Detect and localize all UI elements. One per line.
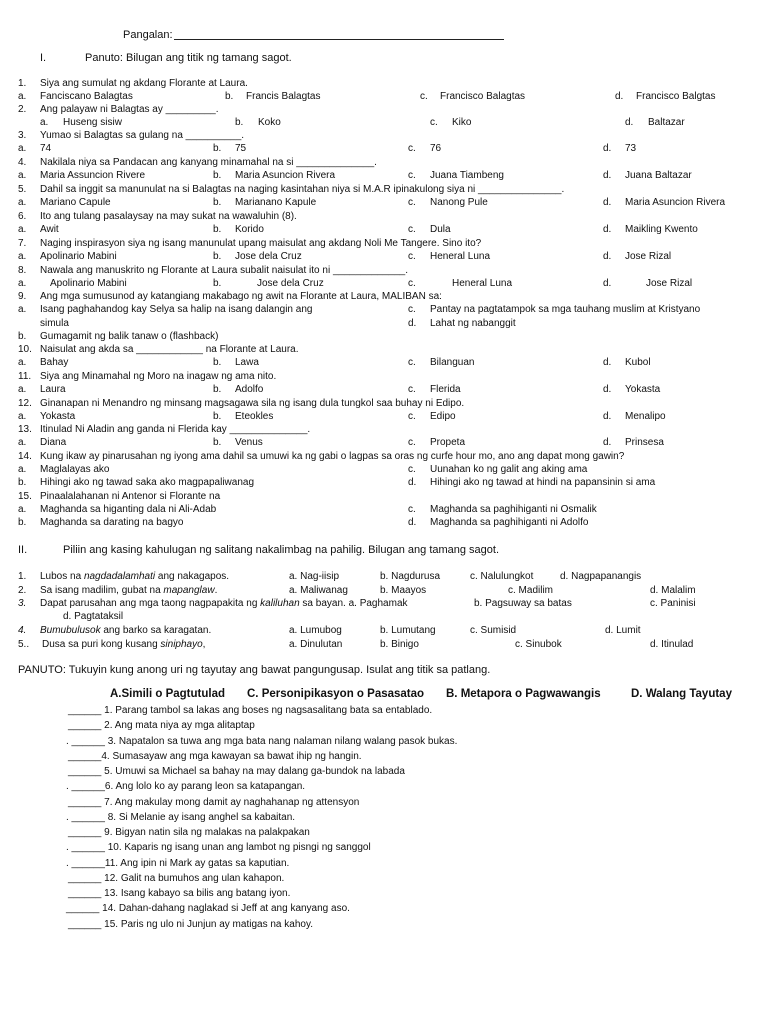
choice-text: Juana Tiambeng <box>430 170 504 181</box>
choice-text: Laura <box>40 384 66 395</box>
choice-text: Hihingi ako ng tawad at hindi na papansinin si ama <box>430 477 656 488</box>
tayutay-item: ______ 5. Umuwi sa Michael sa bahay na may dalang ga-bundok na labada <box>68 766 405 777</box>
choice-letter: d. <box>603 384 612 395</box>
name-blank <box>174 39 504 40</box>
choice-text: Korido <box>235 224 264 235</box>
choice-text: Kiko <box>452 117 472 128</box>
question-text: Dahil sa inggit sa manunulat na si Balagtas na naging kasintahan niya si M.A.R ipinakulong siya ni _______________. <box>40 184 565 195</box>
choice-text: Yokasta <box>625 384 661 395</box>
choice-letter: b. <box>213 437 222 448</box>
option-a: a. Lumubog <box>289 625 342 636</box>
choice-letter: a. <box>18 437 27 448</box>
choice-letter: c. <box>408 251 416 262</box>
option-d: d. Pagtataksil <box>63 611 124 622</box>
choice-letter: a. <box>18 278 27 289</box>
option-c: c. Nalulungkot <box>470 571 534 582</box>
question-number: 9. <box>18 291 27 302</box>
choice-text: Maglalayas ako <box>40 464 110 475</box>
section-2-number: II. <box>18 544 28 556</box>
choice-text: Lawa <box>235 357 259 368</box>
question-number: 12. <box>18 398 32 409</box>
sentence-post: ang nakagapos. <box>155 571 230 582</box>
choice-letter: a. <box>18 411 27 422</box>
choice-letter: a. <box>18 143 27 154</box>
italic-word: kaliluhan <box>260 598 300 609</box>
choice-letter: a. <box>18 224 27 235</box>
question-number: 11. <box>18 371 32 382</box>
tayutay-item: ______4. Sumasayaw ang mga kawayan sa bawat ihip ng hangin. <box>68 751 362 762</box>
choice-text: Lahat ng nabanggit <box>430 318 516 329</box>
choice-text: Maria Asuncion Rivera <box>235 170 336 181</box>
tayutay-category-c: C. Personipikasyon o Pasasatao <box>247 688 425 700</box>
choice-text: Adolfo <box>235 384 264 395</box>
choice-letter: a. <box>18 170 27 181</box>
section-2-instruction: Piliin ang kasing kahulugan ng salitang nakalimbag na pahilig. Bilugan ang tamang sagot. <box>63 544 500 556</box>
tayutay-item: ______ 12. Galit na bumuhos ang ulan kahapon. <box>68 873 285 884</box>
question-text: Nakilala niya sa Pandacan ang kanyang minamahal na si ______________. <box>40 157 377 168</box>
item-sentence <box>40 598 408 610</box>
choice-text: Juana Baltazar <box>625 170 692 181</box>
choice-text: Prinsesa <box>625 437 664 448</box>
name-label: Pangalan: <box>123 29 173 41</box>
option-c: c. Sumisid <box>470 625 517 636</box>
choice-letter: b. <box>213 224 222 235</box>
choice-letter: b. <box>213 143 222 154</box>
choice-text: Heneral Luna <box>452 278 513 289</box>
choice-letter: d. <box>603 143 612 154</box>
tayutay-category-a: A.Simili o Pagtutulad <box>110 688 226 700</box>
tayutay-category-b: B. Metapora o Pagwawangis <box>446 688 601 700</box>
choice-letter: b. <box>213 170 222 181</box>
tayutay-item: . ______ 8. Si Melanie ay isang anghel sa kabaitan. <box>66 812 296 823</box>
choice-letter: a. <box>18 91 27 102</box>
question-text: Siya ang sumulat ng akdang Florante at Laura. <box>40 78 248 89</box>
choice-letter: b. <box>235 117 244 128</box>
choice-letter: a. <box>18 384 27 395</box>
choice-letter: c. <box>408 143 416 154</box>
section-1-instruction: Panuto: Bilugan ang titik ng tamang sagot. <box>85 52 292 64</box>
question-number: 7. <box>18 238 27 249</box>
choice-letter: d. <box>408 318 417 329</box>
tayutay-item: ______ 14. Dahan-dahang naglakad si Jeff at ang kanyang aso. <box>66 903 350 914</box>
option-b: b. Nagdurusa <box>380 571 441 582</box>
choice-text: simula <box>40 318 69 329</box>
choice-text: Menalipo <box>625 411 666 422</box>
choice-letter: b. <box>18 517 27 528</box>
choice-letter: c. <box>408 384 416 395</box>
choice-letter: b. <box>213 251 222 262</box>
option-b: b. Binigo <box>380 639 419 650</box>
choice-text: Maikling Kwento <box>625 224 698 235</box>
choice-text: Apolinario Mabini <box>50 278 127 289</box>
italic-word: nagdadalamhati <box>83 571 156 582</box>
section-1-number: I. <box>40 52 47 64</box>
choice-letter: d. <box>603 170 612 181</box>
choice-text: Heneral Luna <box>430 251 491 262</box>
section-3-instruction: PANUTO: Tukuyin kung anong uri ng tayutay ang bawat pangungusap. Isulat ang titik sa patlang. <box>18 664 491 676</box>
option-a: a. Dinulutan <box>289 639 343 650</box>
question-number: 15. <box>18 491 32 502</box>
question-text: Pinaalalahanan ni Antenor si Florante na <box>40 491 221 502</box>
question-text: Ang palayaw ni Balagtas ay _________. <box>40 104 219 115</box>
choice-text: Maghanda sa darating na bagyo <box>40 517 184 528</box>
sentence-post: , <box>202 639 206 650</box>
choice-text: Jose Rizal <box>625 251 672 262</box>
choice-text: Diana <box>40 437 67 448</box>
choice-text: Francisco Balagtas <box>440 91 526 102</box>
option-d: d. Lumit <box>605 625 641 636</box>
choice-letter: c. <box>408 357 416 368</box>
choice-text: Bahay <box>40 357 69 368</box>
choice-text: Maghanda sa higanting dala ni Ali-Adab <box>40 504 217 515</box>
question-number: 13. <box>18 424 32 435</box>
choice-text: Baltazar <box>648 117 685 128</box>
choice-text: Huseng sisiw <box>63 117 122 128</box>
choice-text: Bilanguan <box>430 357 475 368</box>
question-text: Yumao si Balagtas sa gulang na __________. <box>40 130 245 141</box>
item-number: 5.. <box>18 639 30 650</box>
sentence-pre: Sa isang madilim, gubat na <box>40 585 164 596</box>
question-text: Naisulat ang akda sa ____________ na Florante at Laura. <box>40 344 299 355</box>
choice-text: Apolinario Mabini <box>40 251 117 262</box>
item-sentence <box>40 625 211 637</box>
choice-letter: a. <box>18 357 27 368</box>
choice-letter: c. <box>408 411 416 422</box>
choice-letter: d. <box>603 224 612 235</box>
choice-letter: b. <box>18 477 27 488</box>
item-number: 2. <box>18 585 27 596</box>
choice-letter: b. <box>225 91 234 102</box>
question-number: 10. <box>18 344 32 355</box>
tayutay-item: ______ 1. Parang tambol sa lakas ang boses ng nagsasalitang bata sa entablado. <box>68 705 433 716</box>
italic-word: mapanglaw <box>163 585 215 596</box>
choice-letter: b. <box>213 384 222 395</box>
item-sentence <box>40 571 229 583</box>
choice-letter: d. <box>615 91 624 102</box>
choice-letter: a. <box>40 117 49 128</box>
choice-letter: b. <box>213 411 222 422</box>
choice-letter: c. <box>408 504 416 515</box>
italic-word: siniphayo <box>160 639 203 650</box>
choice-text: Jose dela Cruz <box>235 251 302 262</box>
italic-word: Bumubulusok <box>40 625 101 636</box>
tayutay-item: . ______ 3. Napatalon sa tuwa ang mga bata nang nalaman nilang walang pasok bukas. <box>66 736 458 747</box>
choice-text: Maria Asuncion Rivera <box>625 197 726 208</box>
question-number: 4. <box>18 157 27 168</box>
question-number: 3. <box>18 130 27 141</box>
tayutay-item: ______ 15. Paris ng ulo ni Junjun ay matigas na kahoy. <box>68 919 313 930</box>
choice-letter: d. <box>603 411 612 422</box>
choice-text: Marianano Kapule <box>235 197 317 208</box>
choice-letter: c. <box>420 91 428 102</box>
option-c: c. Sinubok <box>515 639 562 650</box>
choice-text: Jose dela Cruz <box>257 278 324 289</box>
choice-letter: d. <box>625 117 634 128</box>
choice-letter: c. <box>430 117 438 128</box>
tayutay-item: ______ 2. Ang mata niya ay mga alitaptap <box>68 720 255 731</box>
question-number: 8. <box>18 265 27 276</box>
choice-text: Mariano Capule <box>40 197 111 208</box>
question-text: Ito ang tulang pasalaysay na may sukat na wawaluhin (8). <box>40 211 297 222</box>
choice-text: Dula <box>430 224 451 235</box>
question-text: Itinulad Ni Aladin ang ganda ni Flerida kay ______________. <box>40 424 311 435</box>
choice-text: Eteokles <box>235 411 274 422</box>
choice-text: Pantay na pagtatampok sa mga tauhang muslim at Kristyano <box>430 304 701 315</box>
choice-text: 74 <box>40 143 52 154</box>
sentence-post: . <box>214 585 218 596</box>
choice-text: 75 <box>235 143 247 154</box>
choice-text: 76 <box>430 143 442 154</box>
option-b: b. Pagsuway sa batas <box>474 598 572 609</box>
choice-text: Hihingi ako ng tawad saka ako magpapaliwanag <box>40 477 255 488</box>
choice-text: Fanciscano Balagtas <box>40 91 133 102</box>
choice-text: Venus <box>235 437 263 448</box>
sentence-post: ang barko sa karagatan. <box>100 625 212 636</box>
option-d: d. Nagpapanangis <box>560 571 642 582</box>
tayutay-item: . ______11. Ang ipin ni Mark ay gatas sa kaputian. <box>66 858 290 869</box>
choice-text: 73 <box>625 143 637 154</box>
choice-letter: b. <box>213 278 222 289</box>
question-text: Ang mga sumusunod ay katangiang makabago ng awit na Florante at Laura, MALIBAN sa: <box>40 291 442 302</box>
question-text: Kung ikaw ay pinarusahan ng iyong ama dahil sa umuwi ka ng gabi o lagpas sa oras ng curfe hour mo, ano ang dapat mong gawin? <box>40 451 625 462</box>
choice-letter: b. <box>18 331 27 342</box>
question-text: Ginanapan ni Menandro ng minsang magsagawa sila ng isang dula tungkol saa buhay ni Edipo. <box>40 398 465 409</box>
choice-text: Jose Rizal <box>646 278 693 289</box>
choice-text: Gumagamit ng balik tanaw o (flashback) <box>40 331 219 342</box>
choice-letter: b. <box>213 357 222 368</box>
question-number: 6. <box>18 211 27 222</box>
option-d: d. Itinulad <box>650 639 694 650</box>
choice-text: Francisco Balgtas <box>636 91 716 102</box>
tayutay-item: ______ 13. Isang kabayo sa bilis ang batang iyon. <box>68 888 291 899</box>
item-sentence <box>42 639 205 651</box>
choice-letter: a. <box>18 304 27 315</box>
choice-letter: a. <box>18 197 27 208</box>
option-b: b. Lumutang <box>380 625 436 636</box>
choice-text: Isang paghahandog kay Selya sa halip na isang dalangin ang <box>40 304 313 315</box>
option-d: d. Malalim <box>650 585 696 596</box>
sentence-pre: Dapat parusahan ang mga taong nagpapakita ng <box>40 598 261 609</box>
choice-text: Propeta <box>430 437 466 448</box>
option-c: c. Madilim <box>508 585 554 596</box>
question-number: 2. <box>18 104 27 115</box>
choice-text: Yokasta <box>40 411 76 422</box>
tayutay-item: . ______ 10. Kaparis ng isang unan ang lambot ng pisngi ng sanggol <box>66 842 371 853</box>
item-sentence <box>40 585 217 597</box>
choice-letter: d. <box>603 197 612 208</box>
choice-text: Maria Assuncion Rivere <box>40 170 146 181</box>
choice-text: Maghanda sa paghihiganti ni Osmalik <box>430 504 597 515</box>
choice-letter: d. <box>603 357 612 368</box>
choice-text: Edipo <box>430 411 456 422</box>
sentence-pre: Lubos na <box>40 571 84 582</box>
choice-letter: c. <box>408 197 416 208</box>
choice-letter: d. <box>603 251 612 262</box>
choice-letter: c. <box>408 304 416 315</box>
choice-letter: d. <box>408 477 417 488</box>
choice-text: Uunahan ko ng galit ang aking ama <box>430 464 588 475</box>
question-number: 14. <box>18 451 32 462</box>
tayutay-item: ______ 9. Bigyan natin sila ng malakas na palakpakan <box>68 827 310 838</box>
option-a: a. Nag-iisip <box>289 571 340 582</box>
choice-letter: c. <box>408 464 416 475</box>
choice-letter: c. <box>408 224 416 235</box>
choice-letter: c. <box>408 278 416 289</box>
choice-text: Flerida <box>430 384 461 395</box>
choice-text: Nanong Pule <box>430 197 488 208</box>
sentence-pre: Dusa sa puri kong kusang <box>42 639 161 650</box>
option-b: b. Maayos <box>380 585 427 596</box>
choice-letter: d. <box>603 278 612 289</box>
choice-letter: c. <box>408 437 416 448</box>
tayutay-category-d: D. Walang Tayutay <box>631 688 732 700</box>
question-text: Siya ang Minamahal ng Moro na inagaw ng ama nito. <box>40 371 277 382</box>
option-c: c. Paninisi <box>650 598 696 609</box>
choice-letter: a. <box>18 504 27 515</box>
choice-text: Koko <box>258 117 281 128</box>
sentence-post: sa bayan. a. Paghamak <box>299 598 408 609</box>
option-a: a. Maliwanag <box>289 585 348 596</box>
tayutay-item: ______ 7. Ang makulay mong damit ay naghahanap ng attensyon <box>68 797 360 808</box>
choice-text: Awit <box>40 224 59 235</box>
choice-text: Maghanda sa paghihiganti ni Adolfo <box>430 517 589 528</box>
choice-letter: d. <box>603 437 612 448</box>
question-number: 1. <box>18 78 27 89</box>
choice-letter: a. <box>18 464 27 475</box>
tayutay-item: . ______6. Ang lolo ko ay parang leon sa katapangan. <box>66 781 306 792</box>
item-number: 3. <box>18 598 27 609</box>
item-number: 1. <box>18 571 27 582</box>
choice-text: Francis Balagtas <box>246 91 321 102</box>
item-number: 4. <box>18 625 27 636</box>
choice-letter: b. <box>213 197 222 208</box>
choice-text: Kubol <box>625 357 651 368</box>
question-text: Naging inspirasyon siya ng isang manunulat upang maisulat ang akdang Noli Me Tangere. Sino ito? <box>40 238 482 249</box>
choice-letter: c. <box>408 170 416 181</box>
choice-letter: a. <box>18 251 27 262</box>
question-number: 5. <box>18 184 27 195</box>
question-text: Nawala ang manuskrito ng Florante at Laura subalit naisulat ito ni _____________. <box>40 265 409 276</box>
choice-letter: d. <box>408 517 417 528</box>
